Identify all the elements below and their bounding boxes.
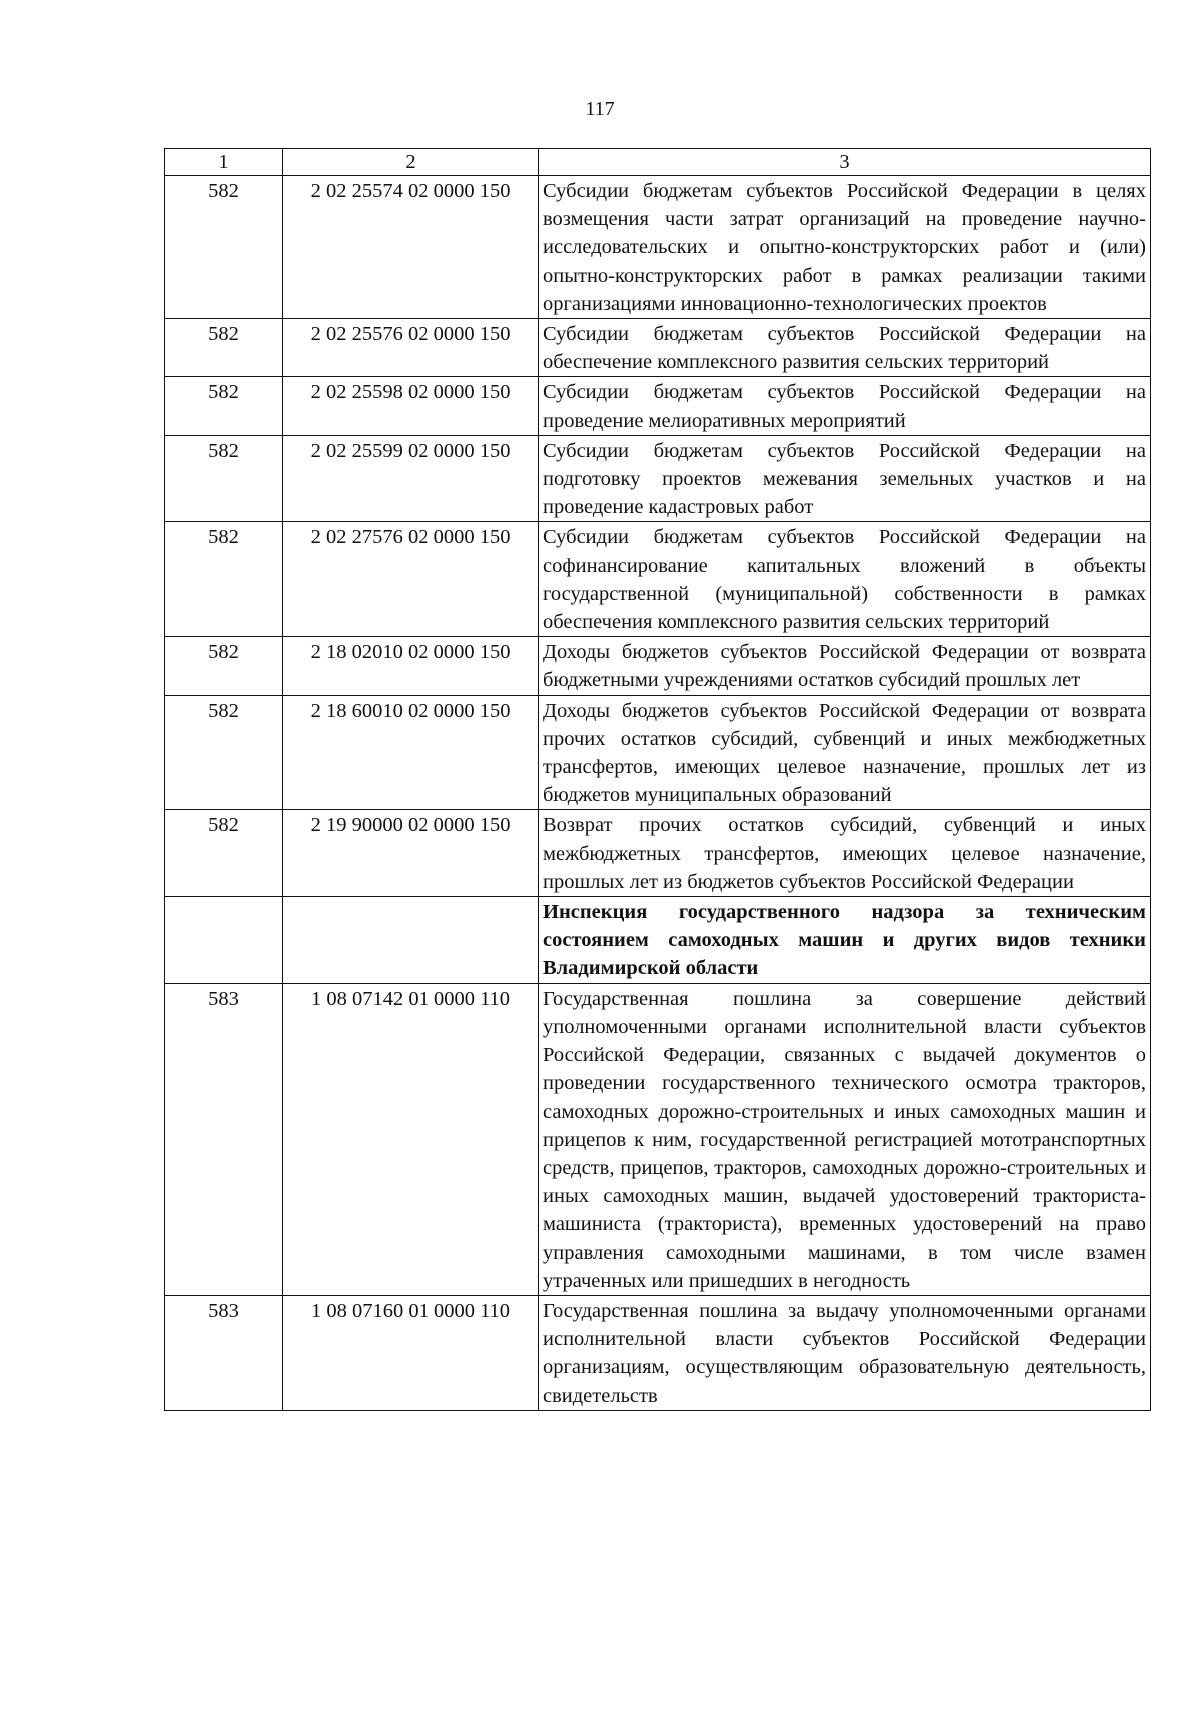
section-heading-row — [165, 897, 1151, 984]
admin-code-cell: 582 — [165, 319, 283, 377]
admin-code-cell: 583 — [165, 983, 283, 1295]
description-cell: Субсидии бюджетам субъектов Российской Федерации на проведение мелиоративных мероприятий — [539, 377, 1151, 435]
budget-code-cell: 2 19 90000 02 0000 150 — [283, 810, 539, 897]
description-cell: Субсидии бюджетам субъектов Российской Федерации на софинансирование капитальных вложений в объекты государственной (муниципальной) собственности в рамках обеспечения комплексного развития сельских территорий — [539, 522, 1151, 637]
header-cell-admin: 1 — [165, 149, 283, 176]
table-row — [165, 435, 1151, 522]
table-row — [165, 377, 1151, 435]
budget-code-cell: 2 02 25598 02 0000 150 — [283, 377, 539, 435]
table-row — [165, 810, 1151, 897]
table-header-row — [165, 149, 1151, 176]
description-cell: Субсидии бюджетам субъектов Российской Федерации на подготовку проектов межевания земельных участков и на проведение кадастровых работ — [539, 435, 1151, 522]
budget-code-cell: 2 02 25599 02 0000 150 — [283, 435, 539, 522]
description-cell: Субсидии бюджетам субъектов Российской Федерации в целях возмещения части затрат организаций на проведение научно-исследовательских и опытно-конструкторских работ и (или) опытно-конструкторских работ в рамках реализации такими организациями инновационно-технологических проектов — [539, 176, 1151, 319]
admin-code-cell — [165, 897, 283, 984]
admin-code-cell: 582 — [165, 522, 283, 637]
description-cell: Инспекция государственного надзора за техническим состоянием самоходных машин и других видов техники Владимирской области — [539, 897, 1151, 984]
description-cell: Государственная пошлина за выдачу уполномоченными органами исполнительной власти субъектов Российской Федерации организациям, осуществляющим образовательную деятельность, свидетельств — [539, 1295, 1151, 1410]
description-cell: Возврат прочих остатков субсидий, субвенций и иных межбюджетных трансфертов, имеющих целевое назначение, прошлых лет из бюджетов субъектов Российской Федерации — [539, 810, 1151, 897]
budget-code-cell: 1 08 07160 01 0000 110 — [283, 1295, 539, 1410]
admin-code-cell: 582 — [165, 176, 283, 319]
budget-code-cell: 2 02 25574 02 0000 150 — [283, 176, 539, 319]
admin-code-cell: 582 — [165, 435, 283, 522]
admin-code-cell: 582 — [165, 637, 283, 695]
admin-code-cell: 582 — [165, 695, 283, 810]
description-cell: Доходы бюджетов субъектов Российской Федерации от возврата прочих остатков субсидий, субвенций и иных межбюджетных трансфертов, имеющих целевое назначение, прошлых лет из бюджетов муниципальных образований — [539, 695, 1151, 810]
header-cell-description: 3 — [539, 149, 1151, 176]
admin-code-cell: 582 — [165, 810, 283, 897]
budget-classification-table — [164, 148, 1151, 1411]
budget-code-cell: 2 02 25576 02 0000 150 — [283, 319, 539, 377]
budget-code-cell — [283, 897, 539, 984]
budget-code-cell: 2 18 02010 02 0000 150 — [283, 637, 539, 695]
description-cell: Государственная пошлина за совершение действий уполномоченными органами исполнительной власти субъектов Российской Федерации, связанных с выдачей документов о проведении государственного технического осмотра тракторов, самоходных дорожно-строительных и иных самоходных машин и прицепов к ним, государственной регистрацией мототранспортных средств, прицепов, тракторов, самоходных дорожно-строительных и иных самоходных машин, выдачей удостоверений тракториста-машиниста (тракториста), временных удостоверений на право управления самоходными машинами, в том числе взамен утраченных или пришедших в негодность — [539, 983, 1151, 1295]
header-cell-code: 2 — [283, 149, 539, 176]
page-number: 117 — [585, 98, 615, 120]
table-row — [165, 983, 1151, 1295]
table-row — [165, 1295, 1151, 1410]
budget-code-cell: 1 08 07142 01 0000 110 — [283, 983, 539, 1295]
admin-code-cell: 583 — [165, 1295, 283, 1410]
admin-code-cell: 582 — [165, 377, 283, 435]
table-row — [165, 695, 1151, 810]
description-cell: Субсидии бюджетам субъектов Российской Федерации на обеспечение комплексного развития сельских территорий — [539, 319, 1151, 377]
budget-code-cell: 2 18 60010 02 0000 150 — [283, 695, 539, 810]
description-cell: Доходы бюджетов субъектов Российской Федерации от возврата бюджетными учреждениями остатков субсидий прошлых лет — [539, 637, 1151, 695]
table-row — [165, 176, 1151, 319]
table-row — [165, 319, 1151, 377]
budget-code-cell: 2 02 27576 02 0000 150 — [283, 522, 539, 637]
table-row — [165, 522, 1151, 637]
table-row — [165, 637, 1151, 695]
